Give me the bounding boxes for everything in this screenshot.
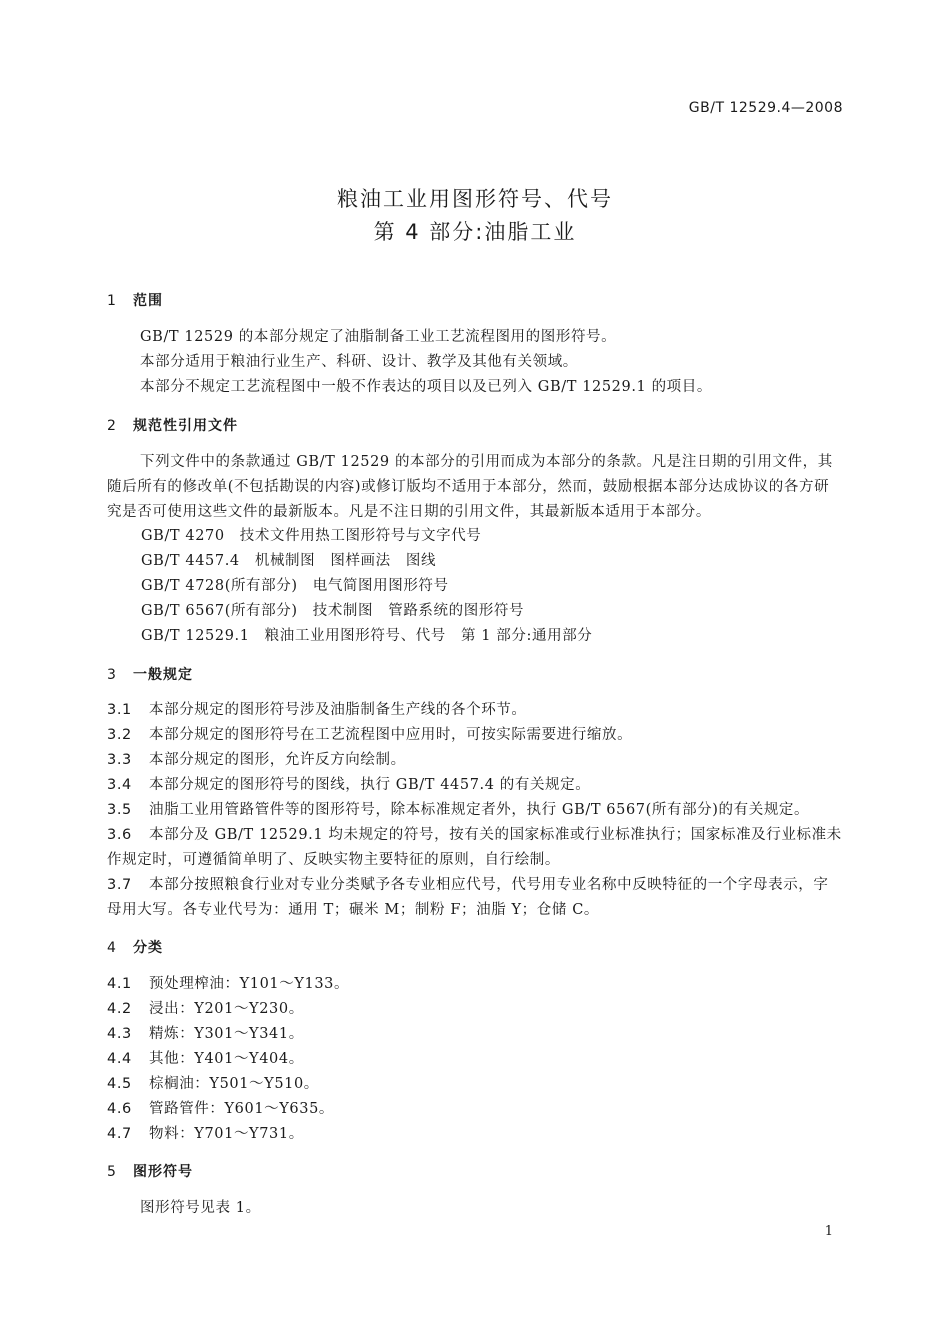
- clause: [107, 1097, 843, 1122]
- clause-number: 4.3: [107, 1026, 132, 1042]
- clause-text: 油脂工业用管路管件等的图形符号，除本标准规定者外，执行 GB/T 6567(所有部分)的有关规定。: [149, 802, 810, 818]
- section-heading-3: [107, 664, 193, 684]
- reference-item: GB/T 6567(所有部分) 技术制图 管路系统的图形符号: [141, 603, 525, 619]
- clause-number: 4.2: [107, 1001, 132, 1017]
- clause-text: 浸出：Y201～Y230。: [149, 1001, 304, 1017]
- clause-text: 本部分及 GB/T 12529.1 均未规定的符号，按有关的国家标准或行业标准执行；国家标准及行业标准未作规定时，可遵循简单明了、反映实物主要特征的原则，自行绘制。: [107, 827, 842, 868]
- paragraph: 本部分适用于粮油行业生产、科研、设计、教学及其他有关领域。: [140, 354, 578, 370]
- section-heading-5: [107, 1161, 193, 1181]
- clause-text: 精炼：Y301～Y341。: [149, 1026, 304, 1042]
- clause-number: 3.3: [107, 752, 132, 768]
- clause: [107, 723, 843, 748]
- clause: [107, 972, 843, 997]
- section-number: 2: [107, 418, 117, 434]
- clause: [107, 823, 843, 873]
- section-number: 3: [107, 667, 117, 683]
- paragraph: 下列文件中的条款通过 GB/T 12529 的本部分的引用而成为本部分的条款。凡是注日期的引用文件，其随后所有的修改单(不包括勘误的内容)或修订版均不适用于本部分，然而，鼓励根据本部分达成协议的各方研究是否可使用这些文件的最新版本。凡是不注日期的引用文件，其最新版本适用于本部分。: [107, 454, 833, 520]
- clause-text: 预处理榨油：Y101～Y133。: [149, 976, 350, 992]
- clause-number: 4.6: [107, 1101, 132, 1117]
- clause-text: 其他：Y401～Y404。: [149, 1051, 304, 1067]
- clause: [107, 1072, 843, 1097]
- clause-number: 3.5: [107, 802, 132, 818]
- clause-text: 本部分规定的图形符号在工艺流程图中应用时，可按实际需要进行缩放。: [149, 727, 633, 743]
- clause-number: 4.7: [107, 1126, 132, 1142]
- clause: [107, 698, 843, 723]
- clause-text: 棕榈油：Y501～Y510。: [149, 1076, 319, 1092]
- page-number: 1: [824, 1224, 833, 1239]
- clause-text: 本部分规定的图形，允许反方向绘制。: [149, 752, 406, 768]
- clause: [107, 997, 843, 1022]
- clause-number: 3.4: [107, 777, 132, 793]
- section-number: 5: [107, 1164, 117, 1180]
- clause: [107, 1047, 843, 1072]
- document-subtitle: 第 4 部分:油脂工业: [373, 220, 577, 244]
- document-title: 粮油工业用图形符号、代号: [337, 187, 613, 211]
- clause-number: 4.1: [107, 976, 132, 992]
- section-heading-2: [107, 415, 238, 435]
- clause-number: 4.4: [107, 1051, 132, 1067]
- section-title: 分类: [133, 940, 163, 956]
- clause-number: 4.5: [107, 1076, 132, 1092]
- section-number: 4: [107, 940, 117, 956]
- clause: [107, 873, 843, 923]
- clause-text: 物料：Y701～Y731。: [149, 1126, 304, 1142]
- paragraph: GB/T 12529 的本部分规定了油脂制备工业工艺流程图用的图形符号。: [140, 329, 617, 345]
- clause: [107, 1122, 843, 1147]
- standard-code: GB/T 12529.4—2008: [688, 100, 843, 116]
- paragraph: 本部分不规定工艺流程图中一般不作表达的项目以及已列入 GB/T 12529.1 的项目。: [140, 379, 712, 395]
- section-title: 范围: [133, 293, 163, 309]
- section-heading-1: [107, 290, 163, 310]
- reference-item: GB/T 4457.4 机械制图 图样画法 图线: [141, 553, 437, 569]
- section-number: 1: [107, 293, 117, 309]
- clause-text: 本部分规定的图形符号涉及油脂制备生产线的各个环节。: [149, 702, 527, 718]
- clause-number: 3.6: [107, 827, 132, 843]
- clause: [107, 748, 843, 773]
- reference-item: GB/T 12529.1 粮油工业用图形符号、代号 第 1 部分:通用部分: [141, 628, 593, 644]
- clause-number: 3.1: [107, 702, 132, 718]
- clause-text: 管路管件：Y601～Y635。: [149, 1101, 334, 1117]
- clause: [107, 773, 843, 798]
- section-heading-4: [107, 937, 163, 957]
- clause-number: 3.2: [107, 727, 132, 743]
- reference-item: GB/T 4728(所有部分) 电气简图用图形符号: [141, 578, 449, 594]
- clause-number: 3.7: [107, 877, 132, 893]
- clause: [107, 798, 843, 823]
- clause-text: 本部分规定的图形符号的图线，执行 GB/T 4457.4 的有关规定。: [149, 777, 591, 793]
- section-title: 一般规定: [133, 667, 193, 683]
- section-title: 规范性引用文件: [133, 418, 238, 434]
- clause: [107, 1022, 843, 1047]
- reference-item: GB/T 4270 技术文件用热工图形符号与文字代号: [141, 528, 482, 544]
- paragraph: 图形符号见表 1。: [140, 1200, 261, 1216]
- section-title: 图形符号: [133, 1164, 193, 1180]
- clause-text: 本部分按照粮食行业对专业分类赋予各专业相应代号，代号用专业名称中反映特征的一个字母表示，字母用大写。各专业代号为：通用 T；碾米 M；制粉 F；油脂 Y；仓储 C。: [107, 877, 829, 918]
